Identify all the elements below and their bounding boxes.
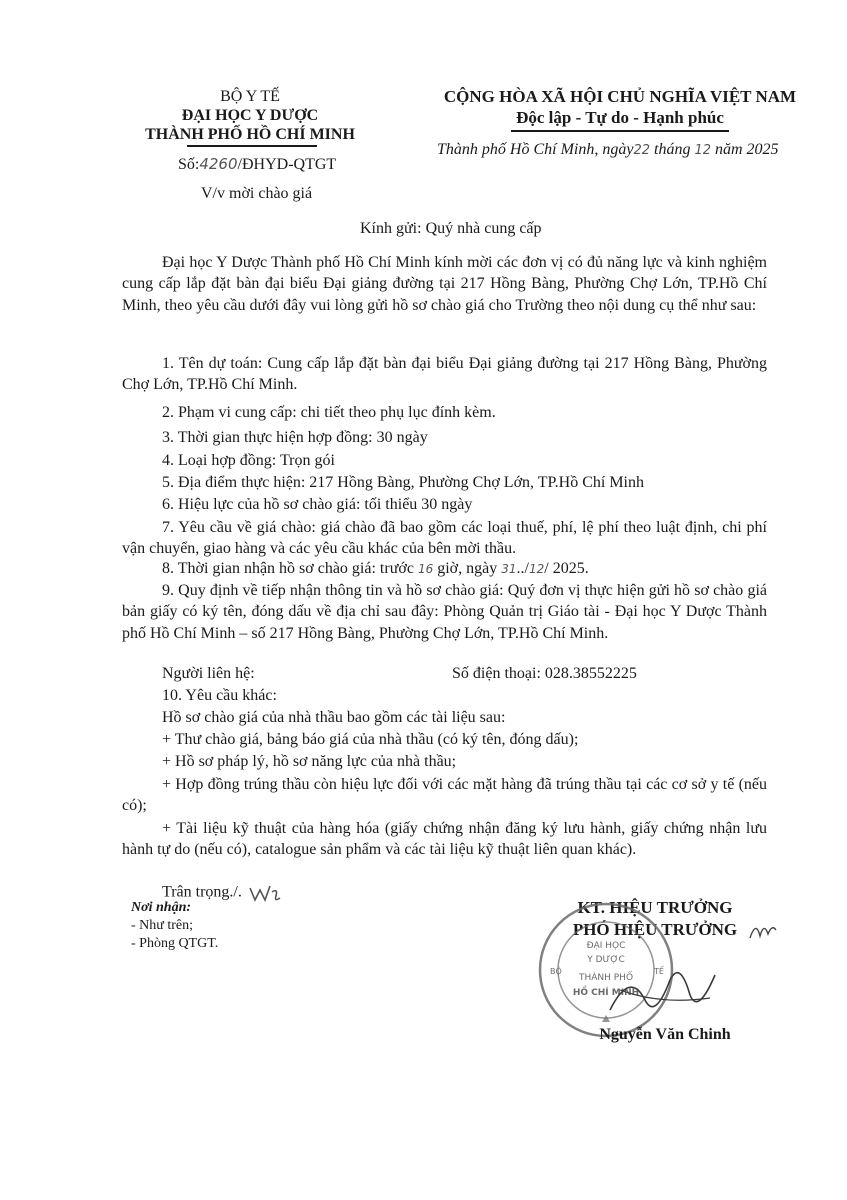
date-month-label: tháng bbox=[654, 141, 691, 158]
item-9: 9. Quy định về tiếp nhận thông tin và hồ sơ chào giá: Quý đơn vị thực hiện gửi hồ sơ chào giá bản giấy có ký tên, đóng dấu về địa chỉ sau đây: Phòng Quản trị Giáo tài - Đại học Y Dược Thành phố Hồ Chí Minh – số 217 Hồng Bàng, Phường Chợ Lớn, TP.Hồ Chí Minh. bbox=[122, 582, 767, 642]
item-2: 2. Phạm vi cung cấp: chi tiết theo phụ lục đính kèm. bbox=[162, 404, 496, 421]
signer-name: Nguyễn Văn Chinh bbox=[599, 1026, 731, 1043]
intro-paragraph: Đại học Y Dược Thành phố Hồ Chí Minh kính mời các đơn vị có đủ năng lực và kinh nghiệm cung cấp lắp đặt bàn đại biểu Đại giảng đường tại 217 Hồng Bàng, Phường Chợ Lớn, TP.Hồ Chí Minh, theo yêu cầu dưới đây vui lòng gửi hồ sơ chào giá cho Trường theo nội dung cụ thể như sau: bbox=[122, 254, 767, 314]
header-right-underline bbox=[511, 130, 729, 132]
document-subject: V/v mời chào giá bbox=[201, 185, 313, 202]
item-8-hour-handwritten: 16 bbox=[417, 562, 434, 576]
item-10: 10. Yêu cầu khác: bbox=[162, 687, 277, 704]
item-6: 6. Hiệu lực của hồ sơ chào giá: tối thiểu 30 ngày bbox=[162, 496, 473, 513]
nation-title: CỘNG HÒA XÃ HỘI CHỦ NGHĨA VIỆT NAM bbox=[443, 87, 797, 106]
initials-signature bbox=[246, 882, 286, 904]
nation-motto: Độc lập - Tự do - Hạnh phúc bbox=[516, 108, 724, 127]
contact-phone: Số điện thoại: 028.38552225 bbox=[452, 665, 637, 682]
doc-number-suffix: /ĐHYD-QTGT bbox=[237, 156, 337, 173]
date-year: năm 2025 bbox=[715, 141, 779, 158]
contact-label: Người liên hệ: bbox=[162, 665, 255, 682]
date-day-handwritten: 22 bbox=[633, 143, 650, 158]
doc-number-prefix: Số: bbox=[178, 156, 200, 173]
document-number bbox=[178, 155, 336, 174]
stamp-line-2: Y DƯỢC bbox=[587, 955, 625, 965]
item-10-intro: Hồ sơ chào giá của nhà thầu bao gồm các tài liệu sau: bbox=[162, 709, 506, 726]
signature-title-1: KT. HIỆU TRƯỞNG bbox=[577, 898, 733, 917]
recipients-label: Nơi nhận: bbox=[131, 900, 192, 915]
document-date bbox=[437, 141, 779, 159]
recipient-2: - Phòng QTGT. bbox=[131, 936, 219, 951]
stamp-line-3: THÀNH PHỐ bbox=[578, 973, 634, 983]
item-10-c: + Hợp đồng trúng thầu còn hiệu lực đối với các mặt hàng đã trúng thầu tại các cơ sở y tế (nếu có); bbox=[122, 776, 767, 815]
item-10-d: + Tài liệu kỹ thuật của hàng hóa (giấy chứng nhận đăng ký lưu hành, giấy chứng nhận lưu hành tự do (nếu có), catalogue sản phẩm và các tài liệu kỹ thuật liên quan khác). bbox=[122, 820, 767, 859]
recipient-line: Kính gửi: Quý nhà cung cấp bbox=[360, 220, 542, 237]
doc-number-handwritten: 4260 bbox=[199, 155, 238, 173]
item-10-a: + Thư chào giá, bảng báo giá của nhà thầu (có ký tên, đóng dấu); bbox=[162, 731, 579, 748]
stamp-side-right: TẾ bbox=[654, 967, 664, 976]
stamp-line-1: ĐẠI HỌC bbox=[586, 941, 626, 951]
item-8-year: / 2025. bbox=[544, 560, 589, 577]
stamp-line-4: HỒ CHÍ MINH bbox=[572, 988, 640, 998]
signature-title-2: PHÓ HIỆU TRƯỞNG bbox=[572, 920, 738, 939]
university-name-line2: THÀNH PHỐ HỒ CHÍ MINH bbox=[145, 126, 355, 143]
header-left-underline bbox=[187, 145, 317, 147]
item-8-day-handwritten: 31 bbox=[501, 562, 517, 576]
item-8-month-handwritten: 12 bbox=[528, 562, 545, 576]
university-name-line1: ĐẠI HỌC Y DƯỢC bbox=[181, 107, 319, 124]
item-3: 3. Thời gian thực hiện hợp đồng: 30 ngày bbox=[162, 429, 428, 446]
item-1: 1. Tên dự toán: Cung cấp lắp đặt bàn đại biểu Đại giảng đường tại 217 Hồng Bàng, Phường Chợ Lớn, TP.Hồ Chí Minh. bbox=[122, 355, 767, 394]
item-8: 8. Thời gian nhận hồ sơ chào giá: trước 16 giờ, ngày 31../12/ 2025. bbox=[162, 560, 589, 577]
closing-text: Trân trọng./. bbox=[162, 883, 242, 901]
stamp-side-left: BỘ bbox=[550, 967, 562, 976]
item-7: 7. Yêu cầu về giá chào: giá chào đã bao gồm các loại thuế, phí, lệ phí theo luật định, chi phí vận chuyển, giao hàng và các yêu cầu khác của bên mời thầu. bbox=[122, 519, 767, 558]
item-8-prefix: 8. Thời gian nhận hồ sơ chào giá: trước bbox=[162, 560, 414, 577]
date-month-handwritten: 12 bbox=[694, 143, 711, 158]
handwritten-signature bbox=[600, 950, 730, 1030]
item-4: 4. Loại hợp đồng: Trọn gói bbox=[162, 452, 335, 469]
date-prefix: Thành phố Hồ Chí Minh, ngày bbox=[437, 141, 634, 158]
item-8-mid: giờ, ngày bbox=[437, 560, 498, 577]
recipient-1: - Như trên; bbox=[131, 918, 194, 933]
item-10-b: + Hồ sơ pháp lý, hồ sơ năng lực của nhà thầu; bbox=[162, 753, 457, 770]
ministry-name: BỘ Y TẾ bbox=[220, 88, 280, 105]
item-5: 5. Địa điểm thực hiện: 217 Hồng Bàng, Phường Chợ Lớn, TP.Hồ Chí Minh bbox=[162, 474, 644, 491]
signature-flourish bbox=[748, 918, 778, 942]
